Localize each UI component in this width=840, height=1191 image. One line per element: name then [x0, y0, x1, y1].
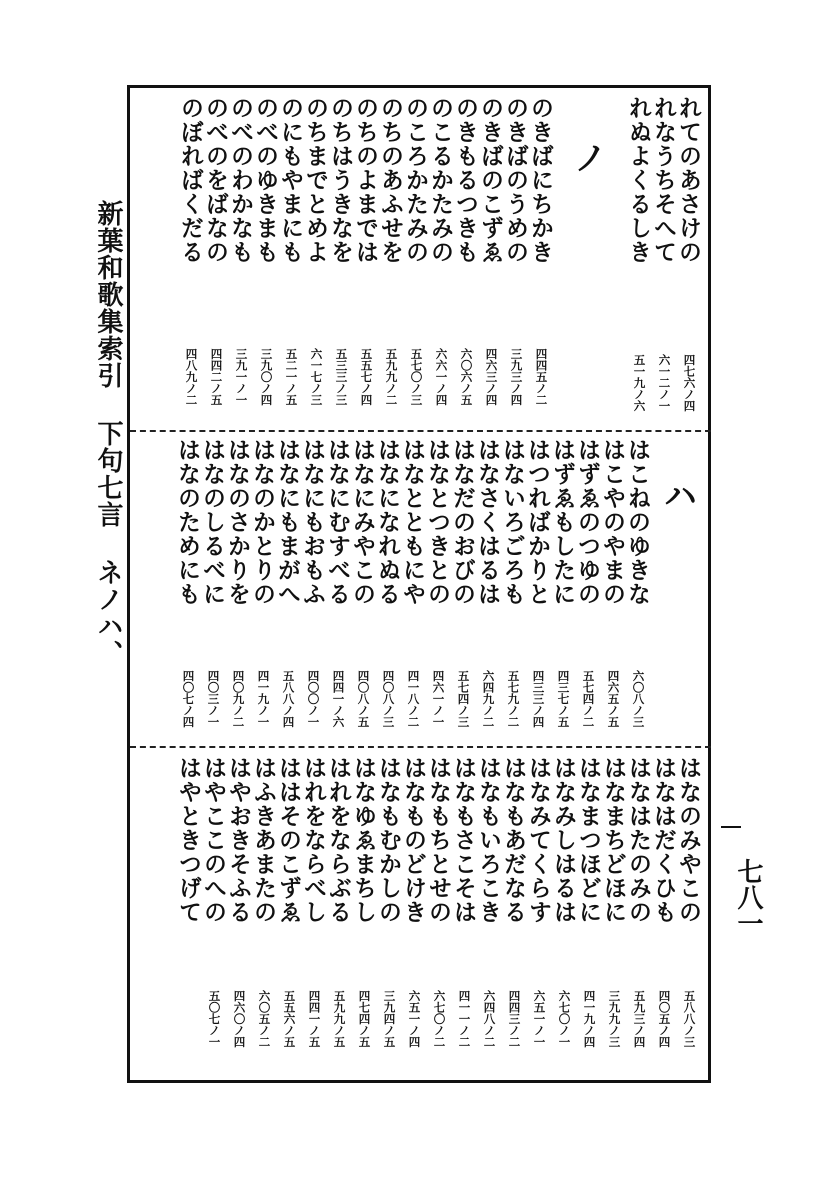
entry-ref: 五五六ノ五 — [282, 990, 297, 1048]
entry-ref: 四〇八ノ五 — [356, 670, 371, 728]
entry: はなもちとせの — [425, 756, 452, 924]
entry: のべのをばなの — [202, 96, 229, 264]
entry: はなはたのみの — [625, 756, 652, 924]
entry-ref: 六五一ノ一 — [532, 990, 547, 1048]
entry-ref: 六〇五ノ二 — [257, 990, 272, 1048]
section-divider-upper — [130, 430, 711, 432]
entry-ref: 六〇八ノ三 — [631, 670, 646, 728]
entry-ref: 四一八ノ二 — [406, 670, 421, 728]
entry: はずゑもしたに — [549, 438, 576, 606]
entry-ref: 五七四ノ三 — [456, 670, 471, 728]
entry-ref: 四三七ノ五 — [556, 670, 571, 728]
entry: はなにもまがへ — [274, 438, 301, 606]
entry-ref: 三九〇ノ四 — [259, 348, 274, 406]
page-number-rule — [721, 826, 741, 828]
entry-ref: 四〇三ノ一 — [206, 670, 221, 728]
entry: はないろごろも — [499, 438, 526, 606]
entry: のちのよまでは — [352, 96, 379, 264]
kana-heading-no: ノ — [567, 140, 607, 174]
entry-ref: 五七〇ノ三 — [409, 348, 424, 406]
entry-ref: 四一九ノ一 — [256, 670, 271, 728]
entry-ref: 四〇八ノ三 — [381, 670, 396, 728]
entry: はなとつきとの — [424, 438, 451, 606]
entry-ref: 四七六ノ四 — [682, 354, 697, 412]
entry-ref: 六四九ノ二 — [481, 670, 496, 728]
entry: はつればかりと — [524, 438, 551, 606]
entry: はなのさかりを — [224, 438, 251, 606]
entry: はなもさこそは — [450, 756, 477, 924]
entry-ref: 五七四ノ二 — [581, 670, 596, 728]
entry-ref: 四六三ノ四 — [484, 348, 499, 406]
entry: のこるかたみの — [427, 96, 454, 264]
entry: はなのみやこの — [675, 756, 702, 924]
entry-ref: 四〇五ノ四 — [657, 990, 672, 1048]
running-title: 新葉和歌集索引 下句七言 ネノハ、 — [93, 200, 123, 667]
entry: はなもいろこき — [475, 756, 502, 924]
entry: れぬよくるしき — [625, 96, 652, 264]
entry-ref: 四〇〇ノ一 — [306, 670, 321, 728]
entry: のきもるつきも — [452, 96, 479, 264]
entry: はこねのゆきな — [624, 438, 651, 606]
entry: はなはだくひも — [650, 756, 677, 924]
entry-ref: 六七〇ノ二 — [432, 990, 447, 1048]
entry: のちはうきなを — [327, 96, 354, 264]
entry-ref: 四四三ノ二 — [507, 990, 522, 1048]
entry-ref: 四〇七ノ四 — [181, 670, 196, 728]
entry: はなみしはるは — [550, 756, 577, 924]
entry: はなまちどほに — [600, 756, 627, 924]
entry-ref: 五九三ノ四 — [632, 990, 647, 1048]
entry-ref: 六六一ノ四 — [434, 348, 449, 406]
entry-ref: 三九一ノ一 — [234, 348, 249, 406]
entry: はなもあだなる — [500, 756, 527, 924]
page-number: 七八一 — [733, 858, 763, 936]
entry: はなになれぬる — [374, 438, 401, 606]
entry: はなにむすべる — [324, 438, 351, 606]
entry: のころかたみの — [402, 96, 429, 264]
entry-ref: 五五七ノ四 — [359, 348, 374, 406]
entry: のぼればくだる — [177, 96, 204, 264]
entry-ref: 三九四ノ五 — [382, 990, 397, 1048]
entry-ref: 五九九ノ五 — [332, 990, 347, 1048]
entry: はやときつげて — [175, 756, 202, 924]
entry-ref: 四六五ノ五 — [606, 670, 621, 728]
entry: はなゆゑまちし — [350, 756, 377, 924]
entry-ref: 四〇九ノ二 — [231, 670, 246, 728]
entry: はなもむかしの — [375, 756, 402, 924]
entry: のにもやまにも — [277, 96, 304, 264]
entry-ref: 四四二ノ五 — [209, 348, 224, 406]
entry: のちまでとめよ — [302, 96, 329, 264]
entry-ref: 六〇六ノ五 — [459, 348, 474, 406]
entry-ref: 三九三ノ四 — [509, 348, 524, 406]
entry: のきばにちかき — [527, 96, 554, 264]
entry: のきばのうめの — [502, 96, 529, 264]
entry: はふきあまたの — [250, 756, 277, 924]
entry: はなのしるべに — [199, 438, 226, 606]
entry: はなものどけき — [400, 756, 427, 924]
entry-ref: 五〇七ノ一 — [207, 990, 222, 1048]
entry: はれをならべし — [300, 756, 327, 924]
entry-ref: 四七四ノ五 — [357, 990, 372, 1048]
entry-ref: 四六〇ノ四 — [232, 990, 247, 1048]
entry-ref: 四三三ノ四 — [531, 670, 546, 728]
entry: のべのゆきまも — [252, 96, 279, 264]
entry-ref: 六一七ノ三 — [309, 348, 324, 406]
entry-ref: 六一二ノ一 — [657, 354, 672, 412]
entry: はやここのへの — [200, 756, 227, 924]
entry: はこやのやまの — [599, 438, 626, 606]
entry-ref: 四四一ノ六 — [331, 670, 346, 728]
entry-ref: 五八八ノ四 — [281, 670, 296, 728]
entry-ref: 五一九ノ六 — [632, 354, 647, 412]
entry: はなさくはるは — [474, 438, 501, 606]
entry: ははそのこずゑ — [275, 756, 302, 924]
entry: のちのあふせを — [377, 96, 404, 264]
entry: はれをならぶる — [325, 756, 352, 924]
entry-ref: 四一九ノ四 — [582, 990, 597, 1048]
entry: はやおきそふる — [225, 756, 252, 924]
entry-ref: 六四八ノ二 — [482, 990, 497, 1048]
entry-ref: 四四一ノ五 — [307, 990, 322, 1048]
entry-ref: 四四五ノ二 — [534, 348, 549, 406]
entry: はなにもおもふ — [299, 438, 326, 606]
entry-ref: 五九九ノ二 — [384, 348, 399, 406]
entry-ref: 六七〇ノ一 — [557, 990, 572, 1048]
entry: れてのあさけの — [675, 96, 702, 264]
entry: はなとともにや — [399, 438, 426, 606]
kana-heading-ha: ハ — [657, 478, 697, 512]
entry-ref: 六五一ノ四 — [407, 990, 422, 1048]
entry-ref: 四六一ノ一 — [431, 670, 446, 728]
entry-ref: 三九九ノ三 — [607, 990, 622, 1048]
entry: のべのわかなも — [227, 96, 254, 264]
entry: れなうちそへて — [650, 96, 677, 264]
entry-ref: 五七九ノ二 — [506, 670, 521, 728]
entry: はなだのおびの — [449, 438, 476, 606]
entry-ref: 四一一ノ二 — [457, 990, 472, 1048]
entry-ref: 五三三ノ三 — [334, 348, 349, 406]
entry: はずゑのつゆの — [574, 438, 601, 606]
entry: はなまつほどに — [575, 756, 602, 924]
entry-ref: 五二一ノ五 — [284, 348, 299, 406]
entry: はなみてくらす — [525, 756, 552, 924]
entry-ref: 五八八ノ三 — [682, 990, 697, 1048]
entry: のきばのこずゑ — [477, 96, 504, 264]
entry: はなのかとりの — [249, 438, 276, 606]
entry: はなのためにも — [174, 438, 201, 606]
entry-ref: 四八九ノ二 — [184, 348, 199, 406]
entry: はなにみやこの — [349, 438, 376, 606]
section-divider-lower — [130, 746, 711, 748]
